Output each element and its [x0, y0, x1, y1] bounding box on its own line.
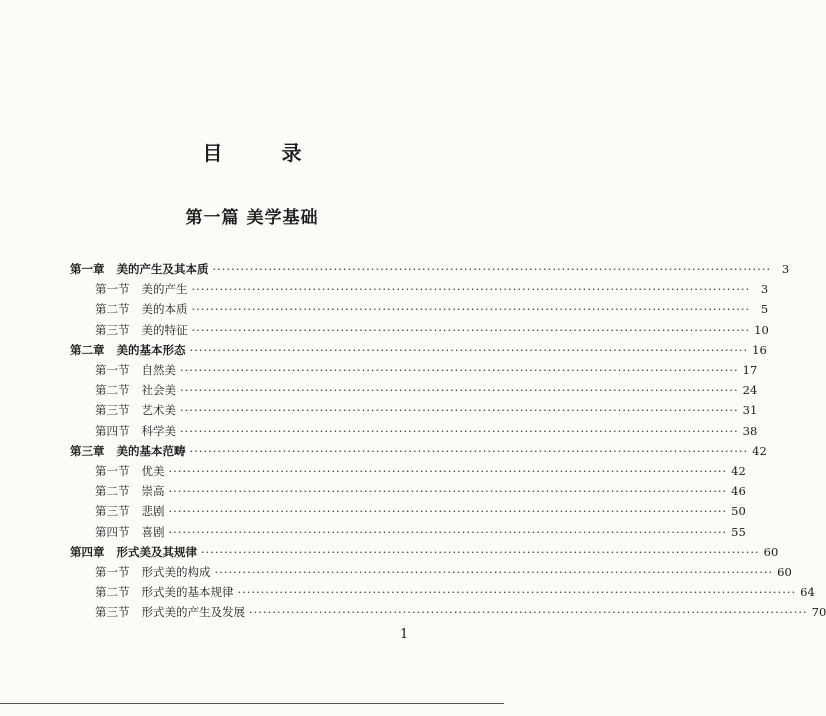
chapter-number: 第二章	[70, 342, 105, 357]
section-title: 美的本质	[141, 302, 188, 317]
section-title: 优美	[141, 464, 165, 478]
section-number: 第四节	[95, 423, 130, 438]
section-title: 崇高	[141, 484, 165, 499]
section-number: 第三节	[95, 605, 130, 620]
toc-section-entry	[95, 377, 758, 398]
page-title: 目 录	[202, 141, 328, 165]
page-ref: 55	[731, 524, 746, 539]
dot-leader: ························································································································	[168, 484, 728, 499]
section-number: 第一节	[95, 464, 130, 478]
chapter-number: 第三章	[70, 443, 105, 458]
dot-leader: ························································································································	[189, 443, 749, 458]
section-title: 社会美	[141, 383, 176, 398]
dot-leader: ························································································································	[201, 544, 760, 559]
dot-leader: ························································································································	[180, 363, 739, 377]
chapter-number: 第一章	[70, 262, 105, 276]
dot-leader: ························································································································	[180, 423, 739, 438]
dot-leader: ························································································································	[237, 585, 797, 600]
page-ref: 5	[760, 302, 769, 317]
part-title: 第一篇 美学基础	[185, 208, 319, 228]
page-ref: 50	[731, 504, 746, 519]
page-ref: 24	[742, 383, 758, 398]
page-ref: 3	[760, 282, 769, 297]
dot-leader: ························································································································	[212, 262, 772, 276]
section-number: 第一节	[95, 282, 130, 297]
toc-chapter-entry	[70, 438, 767, 458]
section-title: 悲剧	[141, 504, 165, 519]
dot-leader: ························································································································	[189, 342, 749, 357]
toc-section-entry	[95, 519, 746, 539]
dot-leader: ························································································································	[168, 524, 728, 539]
section-number: 第一节	[95, 363, 130, 377]
section-title: 形式美的基本规律	[141, 585, 234, 600]
section-title: 美的产生	[141, 282, 188, 297]
toc-chapter-entry	[70, 539, 779, 559]
toc-chapter-entry	[70, 337, 767, 357]
chapter-number: 第四章	[70, 544, 105, 559]
bottom-rule	[0, 703, 504, 704]
section-number: 第二节	[95, 484, 130, 499]
dot-leader: ························································································································	[180, 383, 739, 398]
dot-leader: ························································································································	[191, 282, 751, 297]
dot-leader: ························································································································	[191, 322, 751, 337]
toc-section-entry	[95, 579, 815, 600]
dot-leader: ························································································································	[168, 464, 728, 478]
page-ref: 38	[742, 423, 758, 438]
section-title: 形式美的产生及发展	[141, 605, 245, 620]
section-title: 艺术美	[141, 403, 176, 418]
section-number: 第一节	[95, 565, 130, 579]
page-ref: 46	[731, 484, 746, 499]
toc-section-entry	[95, 599, 826, 620]
page-ref: 60	[763, 544, 779, 559]
page-number: 1	[400, 627, 409, 642]
page-ref: 42	[752, 443, 767, 458]
page-ref: 64	[800, 585, 815, 600]
section-number: 第四节	[95, 524, 130, 539]
page-ref: 42	[731, 464, 746, 478]
section-number: 第三节	[95, 322, 130, 337]
toc-section-entry	[95, 397, 758, 418]
page-ref: 70	[811, 605, 826, 620]
section-title: 自然美	[141, 363, 176, 377]
page-ref: 17	[742, 363, 758, 377]
chapter-title: 形式美及其规律	[116, 544, 197, 559]
section-title: 形式美的构成	[141, 565, 211, 579]
section-number: 第二节	[95, 302, 130, 317]
dot-leader: ························································································································	[168, 504, 728, 519]
section-title: 喜剧	[141, 524, 165, 539]
section-title: 美的特征	[141, 322, 188, 337]
toc-section-entry	[95, 418, 758, 438]
section-number: 第二节	[95, 585, 130, 600]
toc-chapter-entry	[70, 256, 790, 276]
page-ref: 31	[742, 403, 758, 418]
toc-section-entry	[95, 498, 746, 519]
page-ref: 10	[754, 322, 769, 337]
toc-section-entry	[95, 478, 746, 499]
dot-leader: ························································································································	[191, 302, 751, 317]
chapter-title: 美的产生及其本质	[116, 262, 209, 276]
toc-section-entry	[95, 317, 769, 337]
page-ref: 16	[752, 342, 767, 357]
toc-section-entry	[95, 276, 769, 297]
chapter-title: 美的基本范畴	[116, 443, 186, 458]
section-number: 第二节	[95, 383, 130, 398]
toc-section-entry	[95, 296, 769, 317]
toc-section-entry	[95, 357, 758, 377]
dot-leader: ························································································································	[180, 403, 739, 418]
dot-leader: ························································································································	[214, 565, 774, 579]
page-ref: 3	[781, 262, 790, 276]
page-ref: 60	[777, 565, 792, 579]
section-title: 科学美	[141, 423, 176, 438]
toc-section-entry	[95, 559, 792, 579]
toc-section-entry	[95, 458, 746, 478]
section-number: 第三节	[95, 403, 130, 418]
dot-leader: ························································································································	[249, 605, 808, 620]
section-number: 第三节	[95, 504, 130, 519]
chapter-title: 美的基本形态	[116, 342, 186, 357]
